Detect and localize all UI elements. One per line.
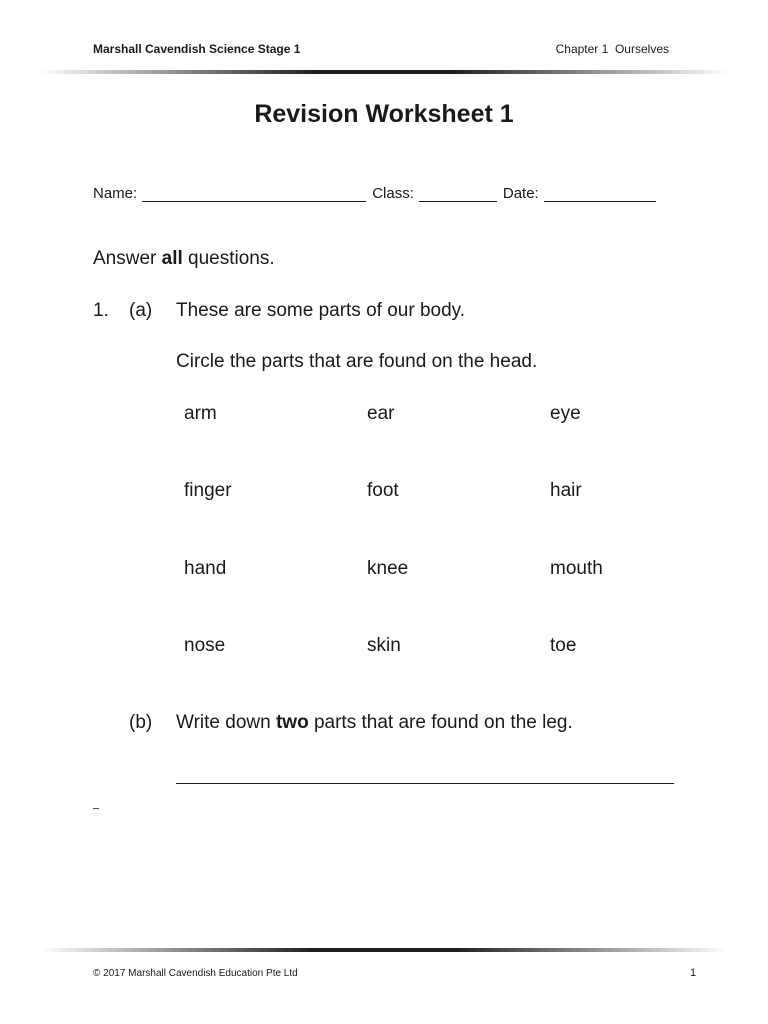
word-option[interactable]: finger [184, 480, 232, 501]
part-a-instruction: Circle the parts that are found on the head. [176, 351, 538, 372]
answer-line[interactable] [176, 783, 674, 784]
word-option[interactable]: skin [367, 635, 401, 656]
book-title: Marshall Cavendish Science Stage 1 [93, 42, 301, 56]
instructions-suffix: questions. [182, 248, 275, 269]
word-option[interactable]: eye [550, 403, 581, 424]
class-blank[interactable] [419, 185, 497, 202]
name-label: Name: [93, 185, 138, 202]
word-option[interactable]: mouth [550, 558, 603, 579]
stray-mark [93, 808, 99, 809]
word-option[interactable]: arm [184, 403, 217, 424]
part-b-prefix: Write down [176, 712, 276, 733]
part-a-label: (a) [129, 300, 153, 321]
name-blank[interactable] [142, 185, 366, 202]
student-info-fields [93, 185, 662, 202]
part-b-emphasis: two [275, 712, 309, 733]
word-option[interactable]: nose [184, 635, 226, 656]
part-b-text [176, 712, 573, 734]
date-label: Date: [502, 185, 539, 202]
class-label: Class: [372, 185, 414, 202]
date-blank[interactable] [544, 185, 656, 202]
part-a-text: These are some parts of our body. [176, 300, 466, 321]
word-option[interactable]: hand [184, 558, 227, 579]
part-b-label: (b) [129, 712, 153, 733]
worksheet-title: Revision Worksheet 1 [254, 100, 514, 128]
word-option[interactable]: toe [550, 635, 577, 656]
question-number: 1. [93, 300, 109, 321]
word-option[interactable]: ear [367, 403, 395, 424]
page-number: 1 [690, 967, 697, 979]
copyright-text: © 2017 Marshall Cavendish Education Pte Ltd [93, 968, 298, 979]
footer-divider [40, 948, 728, 952]
word-option[interactable]: knee [367, 558, 409, 579]
word-option[interactable]: foot [367, 480, 399, 501]
instructions-emphasis: all [161, 248, 183, 269]
part-b-suffix: parts that are found on the leg. [308, 712, 573, 733]
instructions [93, 248, 275, 270]
chapter-title: Chapter 1 Ourselves [555, 42, 669, 56]
header-divider [40, 70, 728, 74]
word-option[interactable]: hair [550, 480, 582, 501]
instructions-prefix: Answer [93, 248, 162, 269]
